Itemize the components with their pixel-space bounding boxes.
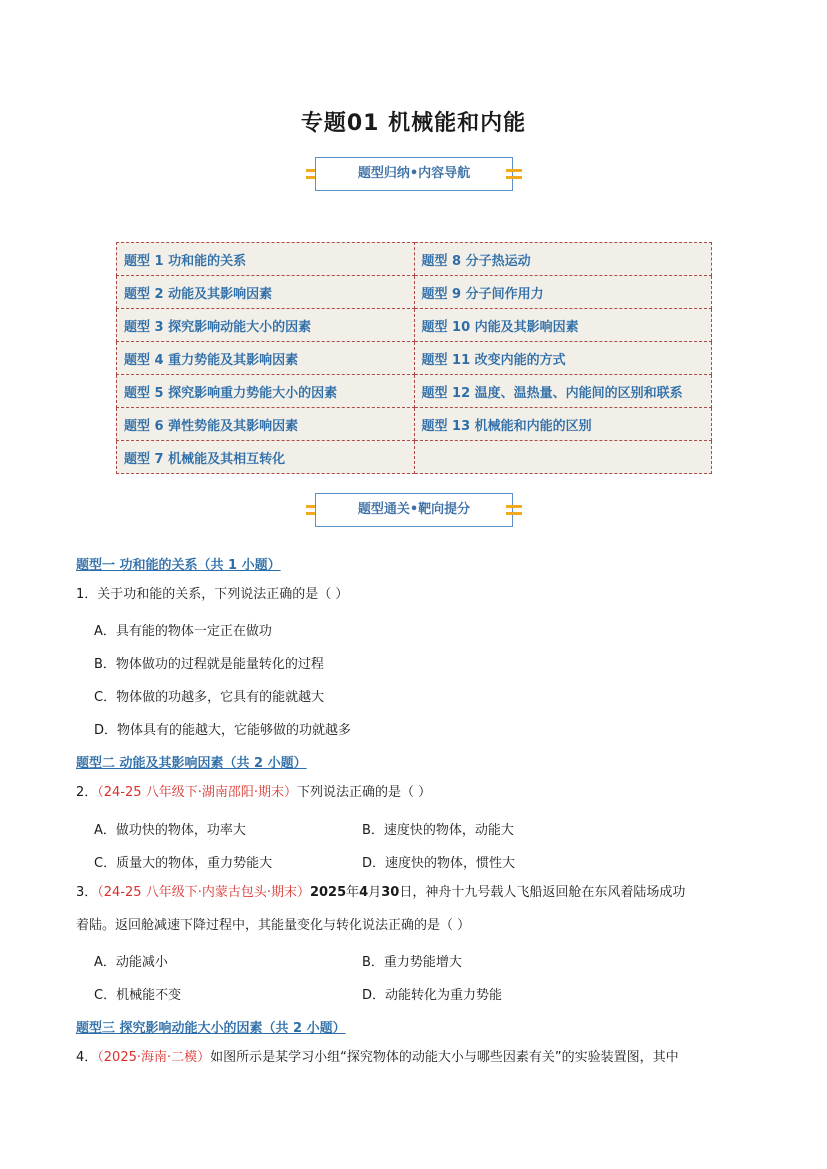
section-heading-3: 题型三 探究影响动能大小的因素（共 2 小题） bbox=[76, 1021, 346, 1036]
question-2 bbox=[76, 783, 756, 803]
nav-row bbox=[117, 375, 712, 408]
section-heading-2: 题型二 动能及其影响因素（共 2 小题） bbox=[76, 756, 307, 771]
option-a: A．具有能的物体一定正在做功 bbox=[94, 624, 272, 639]
option-b: B．速度快的物体，动能大 bbox=[362, 823, 514, 838]
option-a: A．做功快的物体，功率大 bbox=[94, 823, 246, 838]
option-b: B．重力势能增大 bbox=[362, 955, 462, 970]
question-number: 1． bbox=[76, 587, 98, 602]
banner-label: 题型通关•靶向提分 bbox=[315, 493, 513, 527]
nav-row bbox=[117, 276, 712, 309]
question-number: 3． bbox=[76, 885, 98, 900]
nav-row bbox=[117, 441, 712, 474]
nav-topic-cell[interactable]: 题型 10 内能及其影响因素 bbox=[414, 309, 712, 342]
banner-label: 题型归纳•内容导航 bbox=[315, 157, 513, 191]
nav-topic-cell[interactable]: 题型 5 探究影响重力势能大小的因素 bbox=[117, 375, 415, 408]
question-text: 下列说法正确的是（ ） bbox=[296, 785, 432, 800]
question-1 bbox=[76, 585, 756, 605]
question-number: 4． bbox=[76, 1050, 98, 1065]
question-source: （2025·海南·二模） bbox=[97, 1050, 211, 1065]
nav-row bbox=[117, 243, 712, 276]
option-d: D．物体具有的能越大，它能够做的功就越多 bbox=[94, 723, 352, 738]
nav-topic-cell[interactable]: 题型 12 温度、温热量、内能间的区别和联系 bbox=[414, 375, 712, 408]
question-4 bbox=[76, 1048, 756, 1068]
equals-decoration-icon bbox=[506, 501, 522, 519]
topic-navigation-table bbox=[116, 242, 712, 474]
option-c: C．质量大的物体，重力势能大 bbox=[94, 856, 273, 871]
option-d: D．速度快的物体，惯性大 bbox=[362, 856, 516, 871]
question-3-line-2: 着陆。返回舱减速下降过程中，其能量变化与转化说法正确的是（ ） bbox=[76, 918, 471, 933]
question-3: 3．（24-25 八年级下·内蒙古包头·期末）2025年4月30日，神舟十九号载人飞船返回舱在东风着陆场成功 bbox=[76, 885, 686, 900]
option-d: D．动能转化为重力势能 bbox=[362, 988, 503, 1003]
section-banner-navigation bbox=[302, 157, 526, 195]
option-c: C．物体做的功越多，它具有的能就越大 bbox=[94, 690, 325, 705]
nav-row bbox=[117, 309, 712, 342]
section-banner-practice bbox=[302, 493, 526, 531]
equals-decoration-icon bbox=[506, 165, 522, 183]
question-source: （24-25 八年级下·湖南邵阳·期末） bbox=[97, 785, 297, 800]
nav-topic-cell[interactable]: 题型 8 分子热运动 bbox=[414, 243, 712, 276]
question-source: （24-25 八年级下·内蒙古包头·期末） bbox=[97, 885, 310, 900]
nav-topic-cell[interactable]: 题型 3 探究影响动能大小的因素 bbox=[117, 309, 415, 342]
section-heading-1: 题型一 功和能的关系（共 1 小题） bbox=[76, 558, 281, 573]
nav-topic-cell[interactable]: 题型 1 功和能的关系 bbox=[117, 243, 415, 276]
nav-topic-cell[interactable]: 题型 9 分子间作用力 bbox=[414, 276, 712, 309]
nav-topic-cell[interactable]: 题型 11 改变内能的方式 bbox=[414, 342, 712, 375]
nav-topic-cell[interactable]: 题型 6 弹性势能及其影响因素 bbox=[117, 408, 415, 441]
nav-topic-cell[interactable]: 题型 2 动能及其影响因素 bbox=[117, 276, 415, 309]
option-a: A．动能减小 bbox=[94, 955, 168, 970]
question-number: 2． bbox=[76, 785, 98, 800]
option-c: C．机械能不变 bbox=[94, 988, 182, 1003]
nav-topic-cell[interactable]: 题型 13 机械能和内能的区别 bbox=[414, 408, 712, 441]
option-b: B．物体做功的过程就是能量转化的过程 bbox=[94, 657, 324, 672]
nav-topic-cell[interactable]: 题型 4 重力势能及其影响因素 bbox=[117, 342, 415, 375]
nav-topic-cell bbox=[414, 441, 712, 474]
question-text: 关于功和能的关系，下列说法正确的是（ ） bbox=[97, 587, 349, 602]
nav-row bbox=[117, 408, 712, 441]
page-title: 专题01 机械能和内能 bbox=[300, 111, 527, 136]
nav-row bbox=[117, 342, 712, 375]
nav-topic-cell[interactable]: 题型 7 机械能及其相互转化 bbox=[117, 441, 415, 474]
question-text: 如图所示是某学习小组“探究物体的动能大小与哪些因素有关”的实验装置图，其中 bbox=[210, 1050, 679, 1065]
